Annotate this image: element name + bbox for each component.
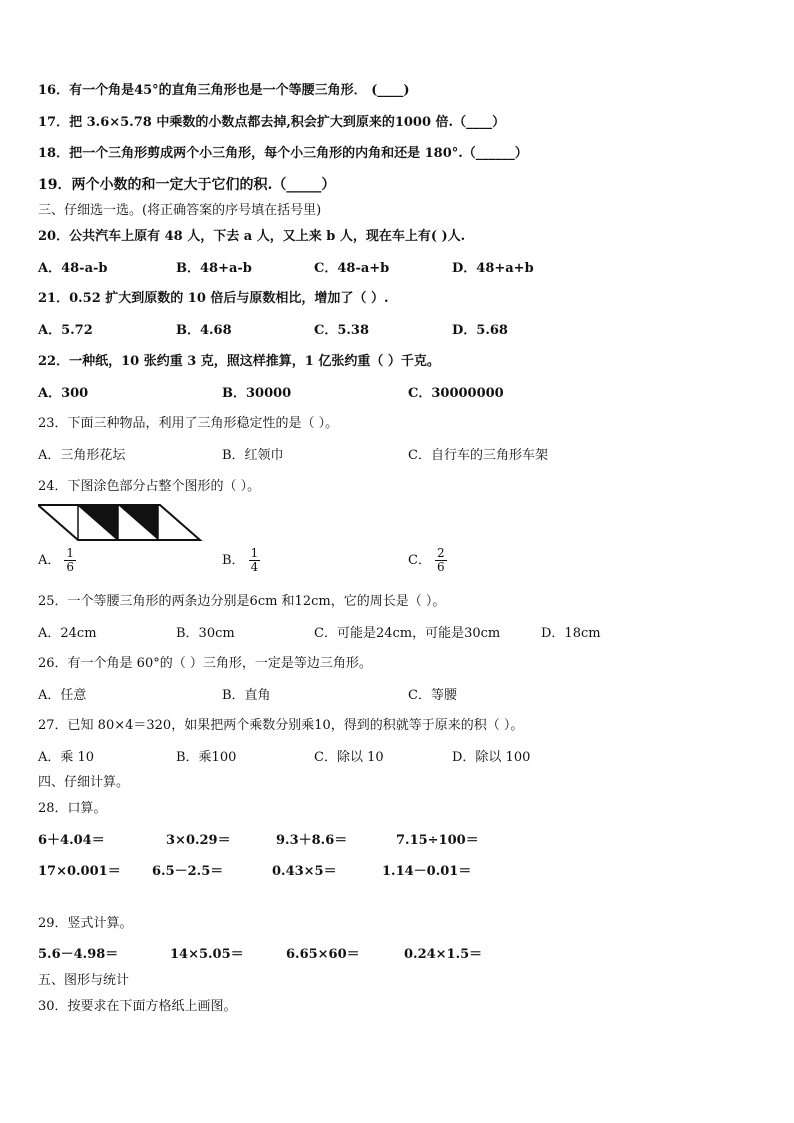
q26-option-a: A．任意	[38, 688, 87, 703]
question-22: 22．一种纸，10 张约重 3 克，照这样推算，1 亿张约重（ ）千克。	[38, 354, 440, 369]
oral-calc-item: 6＋4.04＝	[38, 833, 105, 848]
question-27: 27．已知 80×4＝320，如果把两个乘数分别乘10，得到的积就等于原来的积（ ）。	[38, 718, 524, 733]
question-21: 21．0.52 扩大到原数的 10 倍后与原数相比，增加了（ ）.	[38, 291, 389, 306]
q25-option-d: D．18cm	[541, 626, 601, 641]
q21-option-b: B．4.68	[176, 323, 232, 338]
q21-option-a: A．5.72	[38, 323, 93, 338]
vertical-calc-item: 5.6－4.98＝	[38, 947, 119, 962]
q25-option-c: C．可能是24cm，可能是30cm	[314, 626, 501, 641]
question-20: 20．公共汽车上原有 48 人，下去 a 人，又上来 b 人，现在车上有( )人.	[38, 229, 466, 244]
oral-calc-item: 6.5－2.5＝	[152, 864, 224, 879]
q23-option-c: C．自行车的三角形车架	[408, 448, 548, 463]
oral-calc-item: 0.43×5＝	[272, 864, 337, 879]
q22-option-c: C．30000000	[408, 386, 504, 401]
q26-option-c: C．等腰	[408, 688, 457, 703]
question-29: 29．竖式计算。	[38, 916, 133, 931]
q24-option-a: A． $\frac{1}{6}$	[38, 546, 75, 574]
q24-option-c: C． $\frac{2}{6}$	[408, 546, 445, 574]
q25-option-b: B．30cm	[176, 626, 235, 641]
question-28: 28．口算。	[38, 801, 107, 816]
question-23: 23．下面三种物品，利用了三角形稳定性的是（ ）。	[38, 416, 339, 431]
section-3-heading: 三、仔细选一选。(将正确答案的序号填在括号里)	[38, 203, 322, 218]
q24-option-b: B． $\frac{1}{4}$	[222, 546, 259, 574]
question-25: 25．一个等腰三角形的两条边分别是6cm 和12cm，它的周长是（ ）。	[38, 594, 446, 609]
q20-option-c: C．48-a+b	[314, 261, 390, 276]
oral-calc-item: 9.3＋8.6＝	[276, 833, 348, 848]
vertical-calc-item: 14×5.05＝	[170, 947, 244, 962]
q20-option-b: B．48+a-b	[176, 261, 252, 276]
question-26: 26．有一个角是 60°的（ ）三角形，一定是等边三角形。	[38, 656, 372, 671]
q27-option-b: B．乘100	[176, 750, 237, 765]
q22-option-a: A．300	[38, 386, 89, 401]
question-17: 17．把 3.6×5.78 中乘数的小数点都去掉,积会扩大到原来的1000 倍.（____）	[38, 115, 506, 130]
vertical-calc-item: 0.24×1.5＝	[404, 947, 483, 962]
question-19: 19．两个小数的和一定大于它们的积.（_____）	[38, 177, 336, 193]
q20-option-a: A．48-a-b	[38, 261, 108, 276]
section-4-heading: 四、仔细计算。	[38, 775, 130, 790]
q21-option-d: D．5.68	[452, 323, 508, 338]
q26-option-b: B．直角	[222, 688, 271, 703]
question-16: 16．有一个角是45°的直角三角形也是一个等腰三角形． (____)	[38, 83, 410, 98]
oral-calc-item: 17×0.001＝	[38, 864, 121, 879]
q20-option-d: D．48+a+b	[452, 261, 534, 276]
q27-option-c: C．除以 10	[314, 750, 384, 765]
oral-calc-item: 7.15÷100＝	[396, 833, 479, 848]
q23-option-b: B．红领巾	[222, 448, 284, 463]
q21-option-c: C．5.38	[314, 323, 370, 338]
question-24: 24．下图涂色部分占整个图形的（ ）。	[38, 479, 261, 494]
oral-calc-item: 3×0.29＝	[166, 833, 231, 848]
question-18: 18．把一个三角形剪成两个小三角形，每个小三角形的内角和还是 180°.（______）	[38, 146, 528, 161]
q27-option-d: D．除以 100	[452, 750, 531, 765]
vertical-calc-item: 6.65×60＝	[286, 947, 360, 962]
q27-option-a: A．乘 10	[38, 750, 95, 765]
q25-option-a: A．24cm	[38, 626, 97, 641]
q22-option-b: B．30000	[222, 386, 292, 401]
question-30: 30．按要求在下面方格纸上画图。	[38, 999, 237, 1014]
oral-calc-item: 1.14－0.01＝	[382, 864, 472, 879]
section-5-heading: 五、图形与统计	[38, 973, 130, 988]
parallelogram-outline	[38, 505, 200, 540]
q23-option-a: A．三角形花坛	[38, 448, 126, 463]
parallelogram-figure	[38, 503, 204, 543]
